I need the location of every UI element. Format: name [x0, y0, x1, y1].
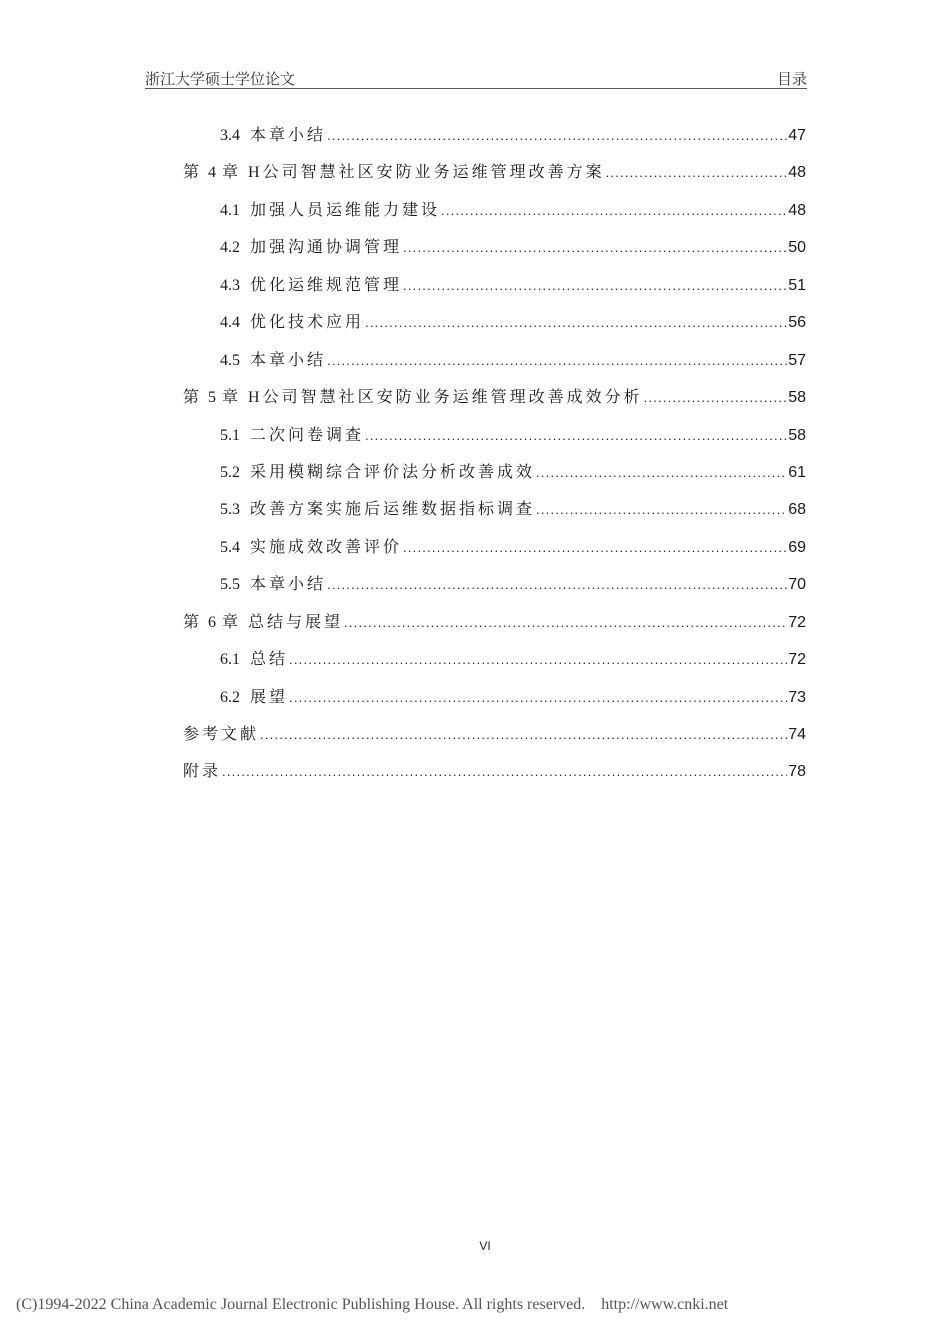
- toc-entry[interactable]: [183, 159, 806, 196]
- toc-title: 加强人员运维能力建设: [250, 201, 441, 219]
- toc-page-number: 73: [788, 688, 806, 706]
- toc-title: 实施成效改善评价: [250, 538, 403, 556]
- toc-chapter-number: 6: [208, 613, 217, 631]
- toc-section-number: 4.2: [220, 239, 240, 257]
- header-university-title: 浙江大学硕士学位论文: [145, 72, 296, 88]
- dot-leader: [403, 540, 787, 555]
- dot-leader: [536, 502, 787, 517]
- dot-leader: [289, 690, 787, 705]
- toc-section-number: 5.4: [220, 538, 240, 556]
- toc-section-number: 6.1: [220, 651, 240, 669]
- toc-entry[interactable]: [183, 721, 806, 758]
- toc-entry[interactable]: [183, 684, 806, 721]
- toc-entry[interactable]: [183, 384, 806, 421]
- toc-title: 总结与展望: [248, 613, 344, 631]
- toc-section-number: 4.5: [220, 351, 240, 369]
- toc-title: 参考文献: [183, 726, 260, 743]
- toc-title: 本章小结: [250, 127, 327, 144]
- toc-entry[interactable]: [183, 347, 806, 384]
- dot-leader: [644, 390, 788, 405]
- toc-chapter-suffix: 章: [222, 389, 242, 407]
- toc-section-number: 5.5: [220, 576, 240, 594]
- dot-leader: [365, 315, 787, 330]
- toc-entry[interactable]: [183, 122, 806, 159]
- toc-section-number: 4.4: [220, 314, 240, 332]
- toc-section-number: 5.3: [220, 501, 240, 519]
- toc-title: 加强沟通协调管理: [250, 239, 403, 257]
- page-number: VI: [479, 1239, 491, 1253]
- toc-entry[interactable]: [183, 496, 806, 533]
- dot-leader: [260, 727, 787, 742]
- dot-leader: [327, 577, 787, 592]
- toc-page-number: 69: [788, 538, 806, 556]
- toc-section-number: 4.3: [220, 276, 240, 294]
- toc-entry[interactable]: [183, 758, 806, 795]
- toc-title: H公司智慧社区安防业务运维管理改善成效分析: [248, 389, 643, 407]
- toc-title: H公司智慧社区安防业务运维管理改善方案: [248, 164, 605, 182]
- toc-entry[interactable]: [183, 422, 806, 459]
- toc-title: 采用模糊综合评价法分析改善成效: [250, 463, 536, 481]
- copyright-notice: [16, 1296, 728, 1314]
- toc-chapter-prefix: 第: [183, 164, 203, 182]
- toc-entry[interactable]: [183, 309, 806, 346]
- toc-title: 展望: [250, 688, 289, 706]
- toc-title: 优化运维规范管理: [250, 276, 403, 294]
- toc-entry[interactable]: [183, 571, 806, 608]
- toc-entry[interactable]: [183, 234, 806, 271]
- table-of-contents: [183, 122, 806, 796]
- toc-title: 优化技术应用: [250, 314, 365, 332]
- header-section-title: 目录: [776, 72, 807, 88]
- dot-leader: [441, 203, 787, 218]
- toc-page-number: 57: [788, 351, 806, 369]
- toc-chapter-number: 5: [208, 389, 217, 407]
- dot-leader: [606, 165, 788, 180]
- toc-page-number: 48: [788, 164, 806, 182]
- toc-entry[interactable]: [183, 459, 806, 496]
- dot-leader: [403, 278, 787, 293]
- dot-leader: [327, 353, 787, 368]
- dot-leader: [222, 764, 787, 779]
- toc-section-number: 3.4: [220, 127, 240, 144]
- toc-chapter-number: 4: [208, 164, 217, 182]
- toc-title: 本章小结: [250, 351, 327, 369]
- toc-section-number: 5.1: [220, 426, 240, 444]
- toc-title: 总结: [250, 651, 289, 669]
- toc-page-number: 68: [788, 501, 806, 519]
- toc-title: 改善方案实施后运维数据指标调查: [250, 501, 536, 519]
- cnki-link[interactable]: http://www.cnki.net: [601, 1296, 729, 1313]
- copyright-text: (C)1994-2022 China Academic Journal Electronic Publishing House. All rights reserved.: [16, 1296, 586, 1313]
- dot-leader: [536, 465, 787, 480]
- toc-title: 附录: [183, 763, 222, 781]
- toc-entry[interactable]: [183, 609, 806, 646]
- toc-page-number: 72: [788, 651, 806, 669]
- toc-page-number: 61: [788, 463, 806, 481]
- toc-page-number: 48: [788, 201, 806, 219]
- toc-chapter-prefix: 第: [183, 613, 203, 631]
- toc-entry[interactable]: [183, 646, 806, 683]
- toc-section-number: 4.1: [220, 201, 240, 219]
- toc-page-number: 74: [788, 726, 806, 743]
- dot-leader: [327, 128, 787, 143]
- toc-page-number: 47: [788, 127, 806, 144]
- toc-page-number: 78: [788, 763, 806, 781]
- toc-title: 本章小结: [250, 576, 327, 594]
- toc-page-number: 58: [788, 389, 806, 407]
- dot-leader: [365, 428, 787, 443]
- running-header: [145, 66, 807, 89]
- toc-section-number: 5.2: [220, 463, 240, 481]
- toc-entry[interactable]: [183, 197, 806, 234]
- dot-leader: [403, 240, 787, 255]
- toc-page-number: 56: [788, 314, 806, 332]
- toc-page-number: 51: [788, 276, 806, 294]
- toc-chapter-suffix: 章: [222, 164, 242, 182]
- toc-page-number: 50: [788, 239, 806, 257]
- toc-page-number: 58: [788, 426, 806, 444]
- toc-chapter-prefix: 第: [183, 389, 203, 407]
- toc-chapter-suffix: 章: [222, 613, 242, 631]
- toc-page-number: 70: [788, 576, 806, 594]
- dot-leader: [289, 652, 787, 667]
- toc-page-number: 72: [788, 613, 806, 631]
- toc-section-number: 6.2: [220, 688, 240, 706]
- toc-entry[interactable]: [183, 272, 806, 309]
- toc-title: 二次问卷调查: [250, 426, 365, 444]
- dot-leader: [344, 615, 787, 630]
- toc-entry[interactable]: [183, 534, 806, 571]
